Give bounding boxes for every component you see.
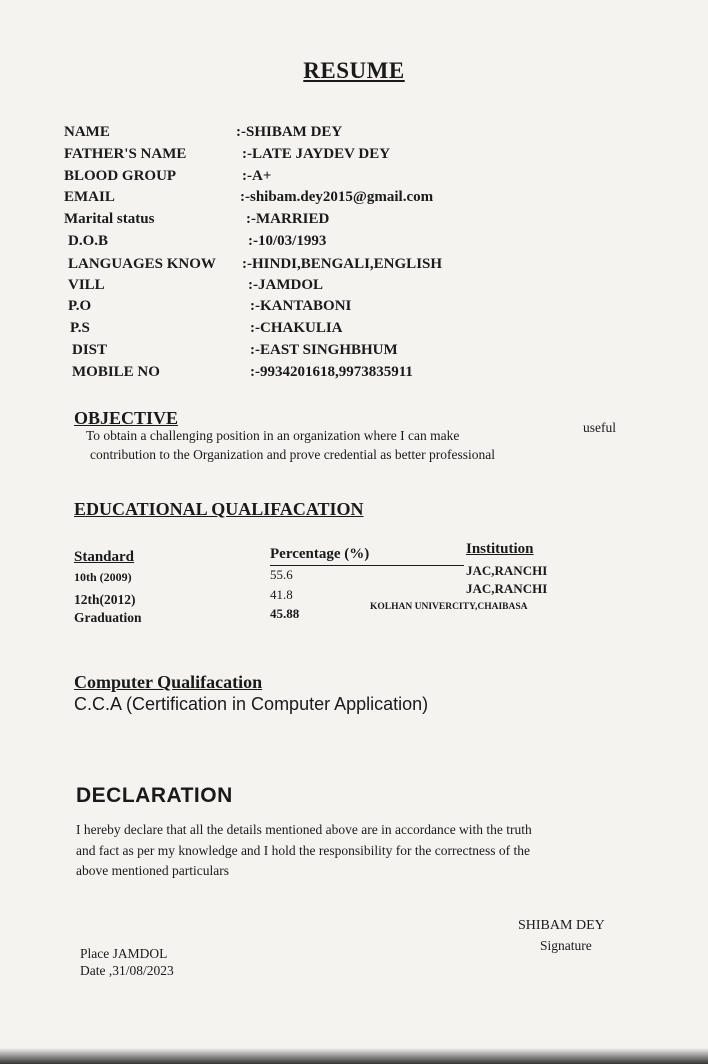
signatory-name: SHIBAM DEY xyxy=(518,918,605,933)
cell-percentage: 45.88 xyxy=(270,606,300,621)
info-row-dist xyxy=(64,342,664,364)
info-row-vill xyxy=(64,277,664,299)
objective-line-1: To obtain a challenging position in an organization where I can make xyxy=(86,428,460,443)
objective-heading: OBJECTIVE xyxy=(74,408,179,428)
date-text: Date ,31/08/2023 xyxy=(80,963,174,978)
education-heading: EDUCATIONAL QUALIFACATION xyxy=(74,499,364,519)
info-row-marital-status xyxy=(64,211,664,233)
info-label: Marital status xyxy=(64,211,155,227)
info-value: :-10/03/1993 xyxy=(248,233,327,249)
info-value: :-EAST SINGHBHUM xyxy=(250,342,398,358)
info-row-dob xyxy=(64,233,664,255)
info-value: :-shibam.dey2015@gmail.com xyxy=(240,189,434,205)
signature-label: Signature xyxy=(540,938,592,953)
cell-standard: Graduation xyxy=(74,610,142,625)
cell-institution: JAC,RANCHI xyxy=(466,581,548,596)
info-row-father-name xyxy=(64,146,664,168)
info-value: :-LATE JAYDEV DEY xyxy=(242,146,391,162)
info-label: FATHER'S NAME xyxy=(64,146,187,162)
column-header-institution: Institution xyxy=(466,541,534,557)
info-label: NAME xyxy=(64,124,110,140)
computer-qualification-text: C.C.A (Certification in Computer Application) xyxy=(74,694,429,714)
column-header-standard: Standard xyxy=(74,549,135,565)
place-text: Place JAMDOL xyxy=(80,946,168,961)
info-label: P.S xyxy=(70,320,90,336)
info-value: :-MARRIED xyxy=(246,211,330,227)
info-value: :-CHAKULIA xyxy=(250,320,343,336)
info-row-po xyxy=(64,298,664,320)
info-row-email xyxy=(64,189,664,211)
info-row-languages xyxy=(64,256,664,278)
declaration-heading: DECLARATION xyxy=(76,784,233,807)
cell-standard: 12th(2012) xyxy=(74,592,136,607)
cell-standard: 10th (2009) xyxy=(74,570,132,584)
column-header-percentage: Percentage (%) xyxy=(270,546,370,562)
page-title: RESUME xyxy=(303,58,405,83)
declaration-line-3: above mentioned particulars xyxy=(76,863,229,878)
info-label: DIST xyxy=(72,342,108,358)
info-row-mobile xyxy=(64,364,664,386)
computer-heading: Computer Qualifacation xyxy=(74,672,263,692)
info-value: :-HINDI,BENGALI,ENGLISH xyxy=(242,256,443,272)
info-label: LANGUAGES KNOW xyxy=(68,256,216,272)
info-value: :-A+ xyxy=(242,168,272,184)
info-value: :-KANTABONI xyxy=(250,298,352,314)
info-label: VILL xyxy=(68,277,105,293)
objective-line-1-end: useful xyxy=(583,420,616,435)
info-row-ps xyxy=(64,320,664,342)
info-value: :-9934201618,9973835911 xyxy=(250,364,413,380)
info-label: MOBILE NO xyxy=(72,364,160,380)
declaration-line-1: I hereby declare that all the details mentioned above are in accordance with the truth xyxy=(76,822,532,837)
cell-institution: KOLHAN UNIVERCITY,CHAIBASA xyxy=(370,602,528,612)
info-value: :-SHIBAM DEY xyxy=(236,124,343,140)
info-row-name xyxy=(64,124,664,146)
objective-line-2: contribution to the Organization and prove credential as better professional xyxy=(90,447,495,462)
info-row-blood-group xyxy=(64,168,664,190)
cell-institution: JAC,RANCHI xyxy=(466,563,548,578)
info-label: P.O xyxy=(68,298,92,314)
info-label: D.O.B xyxy=(68,233,109,249)
info-value: :-JAMDOL xyxy=(248,277,323,293)
cell-percentage: 41.8 xyxy=(270,587,293,602)
info-label: EMAIL xyxy=(64,189,115,205)
info-label: BLOOD GROUP xyxy=(64,168,177,184)
header-underline xyxy=(270,565,464,566)
declaration-line-2: and fact as per my knowledge and I hold the responsibility for the correctness of the xyxy=(76,843,530,858)
cell-percentage: 55.6 xyxy=(270,567,293,582)
page-bottom-shadow xyxy=(0,1048,708,1064)
